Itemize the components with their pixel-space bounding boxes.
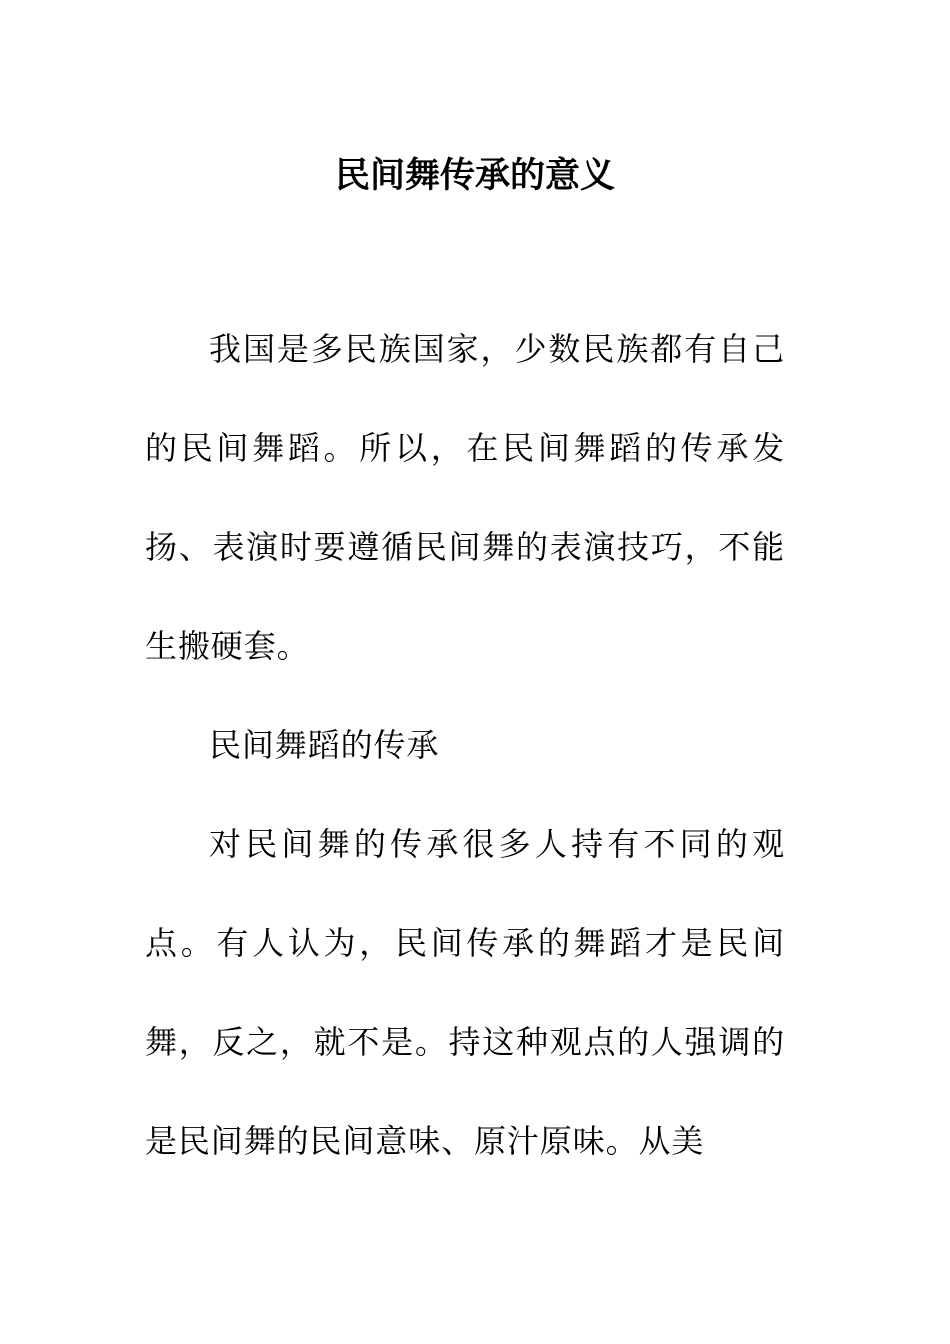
- paragraph-intro: 我国是多民族国家，少数民族都有自己的民间舞蹈。所以，在民间舞蹈的传承发扬、表演时要遵循民间舞的表演技巧，不能生搬硬套。: [145, 330, 785, 665]
- document-title: 民间舞传承的意义: [334, 155, 615, 197]
- paragraph-body: 对民间舞的传承很多人持有不同的观点。有人认为，民间传承的舞蹈才是民间舞，反之，就不是。持这种观点的人强调的是民间舞的民间意味、原汁原味。从美: [145, 825, 785, 1160]
- paragraph-section-heading: 民间舞蹈的传承: [209, 726, 440, 764]
- document-body: [145, 300, 785, 1191]
